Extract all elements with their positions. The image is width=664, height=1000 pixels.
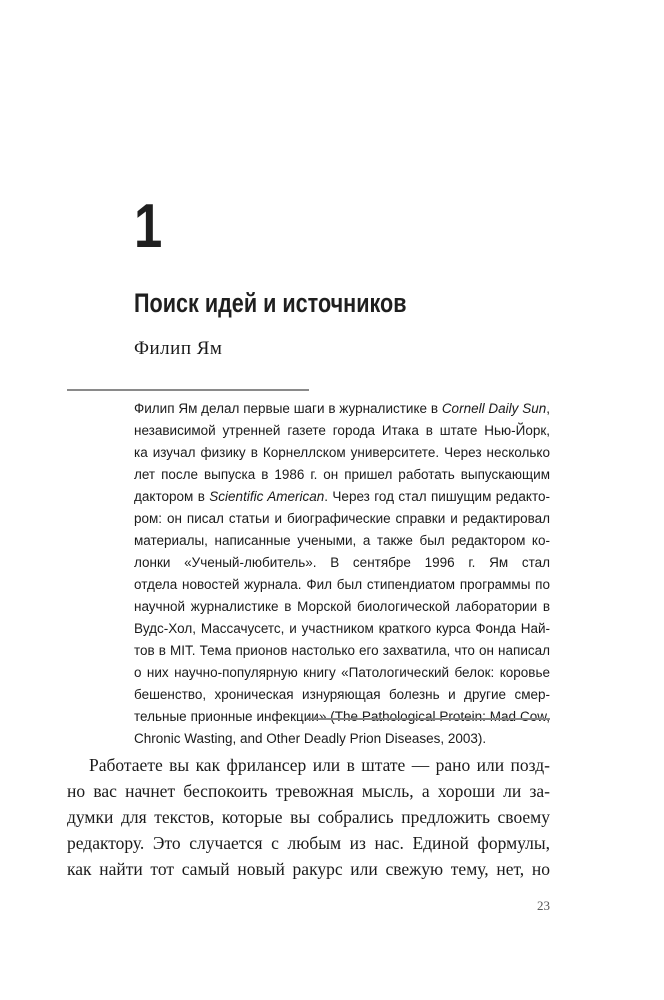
bio-top-divider (67, 389, 309, 391)
bio-line: лет после выпуска в 1986 г. он пришел работать выпускающим (134, 467, 550, 482)
bio-line: Вудс-Хол, Массачусетс, и участником краткого курса Фонда Най- (134, 621, 550, 636)
chapter-title: Поиск идей и источников (134, 288, 407, 318)
bio-line: ром: он писал статьи и биографические справки и редактировал (134, 511, 550, 526)
body-line: редактору. Это случается с любым из нас. Единой формулы, (67, 833, 550, 853)
bio-line: бешенство, хроническая изнуряющая болезнь и другие смер- (134, 687, 550, 702)
author-bio (134, 398, 550, 750)
body-line: как найти тот самый новый ракурс или свежую тему, нет, но (67, 859, 550, 879)
bio-line: ка изучал физику в Корнеллском университете. Через несколько (134, 445, 550, 460)
bio-line: независимой утренней газете города Итака в штате Нью-Йорк, (134, 423, 550, 438)
bio-line: лонки «Ученый-любитель». В сентябре 1996 г. Ям стал (134, 555, 550, 570)
chapter-number: 1 (134, 192, 163, 261)
bio-line: материалы, написанные учеными, а также был редактором ко- (134, 533, 550, 548)
body-paragraph (67, 752, 550, 882)
bio-line: научной журналистике в Морской биологической лаборатории в (134, 599, 550, 614)
bio-line: тельные прионные инфекции» (The Pathological Protein: Mad Cow, (134, 709, 550, 724)
bio-line: Филип Ям делал первые шаги в журналистике в Cornell Daily Sun, (134, 401, 550, 416)
bio-line: о них научно-популярную книгу «Патологический белок: коровье (134, 665, 550, 680)
body-line: Работаете вы как фрилансер или в штате — рано или позд- (89, 755, 550, 775)
bio-line: дактором в Scientific American. Через год стал пишущим редакто- (134, 489, 550, 504)
body-line: но вас начнет беспокоить тревожная мысль, а хороши ли за- (67, 781, 550, 801)
body-line: думки для текстов, которые вы собрались предложить своему (67, 807, 550, 827)
page-number: 23 (537, 898, 550, 913)
bio-bottom-divider (306, 718, 550, 720)
chapter-author: Филип Ям (134, 338, 223, 359)
bio-line: тов в MIT. Тема прионов настолько его захватила, что он написал (134, 643, 550, 658)
bio-line: Chronic Wasting, and Other Deadly Prion Diseases, 2003). (134, 731, 487, 746)
bio-line: отдела новостей журнала. Фил был стипендиатом программы по (134, 577, 550, 592)
